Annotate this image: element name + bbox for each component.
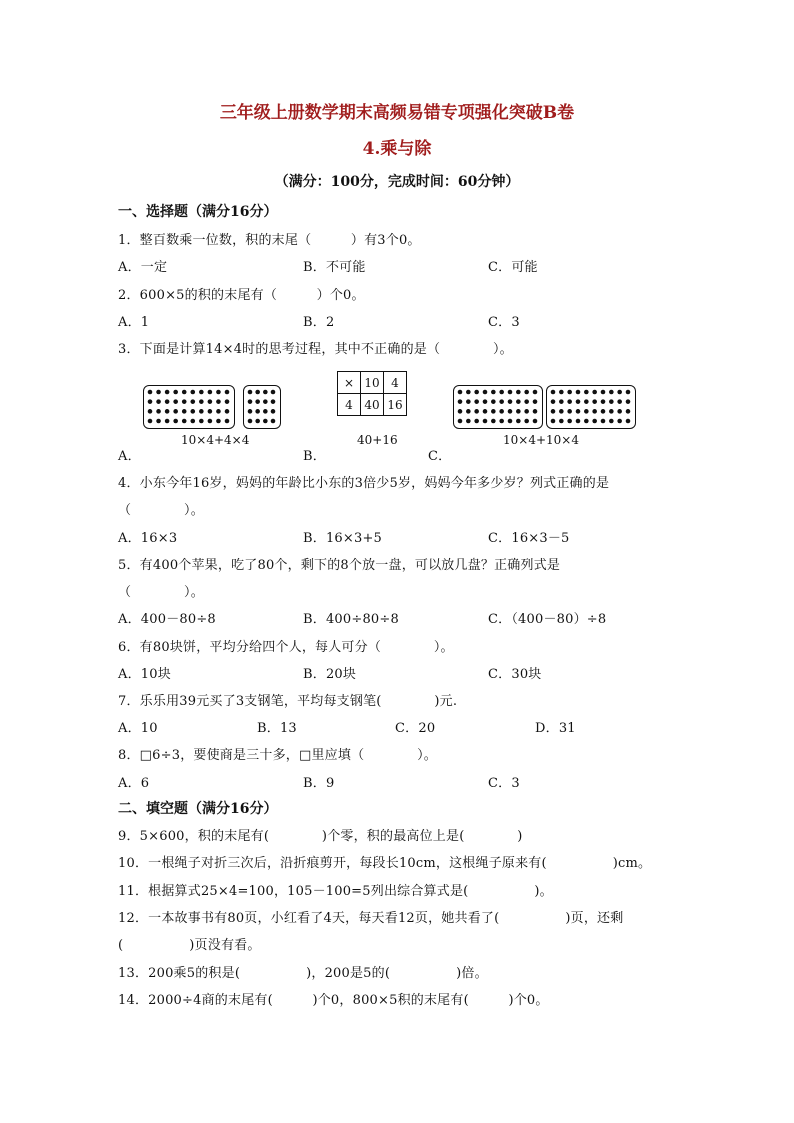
dot [617,419,622,424]
dot [491,409,496,414]
dot [601,419,606,424]
dot [559,409,564,414]
dot [190,409,195,414]
dot [225,419,230,424]
dot [559,390,564,395]
dot-array-4x4 [243,385,281,429]
dot [559,419,564,424]
figure-c-caption: 10×4+10×4 [503,433,579,447]
dot [609,419,614,424]
dot [148,399,153,404]
dot [508,399,513,404]
q2-option-a[interactable]: A．1 [118,315,150,330]
question-7-stem: 7．乐乐用39元买了3支钢笔，平均每支钢笔( )元. [118,694,458,709]
q4-option-c[interactable]: C．16×3－5 [488,531,570,546]
q7-option-a[interactable]: A．10 [118,721,158,736]
q7-option-c[interactable]: C．20 [395,721,436,736]
dot [182,390,187,395]
dot [199,409,204,414]
dot [559,399,564,404]
dot [182,409,187,414]
dot [516,390,521,395]
dot [255,419,260,424]
multiplication-grid [337,371,407,416]
question-2-stem: 2．600×5的积的末尾有（ ）个0。 [118,288,365,303]
dot [567,390,572,395]
dot [609,399,614,404]
q1-option-b[interactable]: B．不可能 [303,260,366,275]
dot [617,409,622,414]
q1-option-a[interactable]: A．一定 [118,260,168,275]
dot [592,390,597,395]
dot [499,399,504,404]
q4-option-a[interactable]: A．16×3 [118,531,178,546]
dot [592,409,597,414]
dot [458,409,463,414]
dot [491,399,496,404]
dot [271,390,276,395]
dot [491,419,496,424]
dot [626,409,631,414]
dot [601,409,606,414]
q8-option-b[interactable]: B．9 [303,776,335,791]
q8-option-a[interactable]: A．6 [118,776,150,791]
page-subtitle: 4.乘与除 [362,139,432,159]
dot [483,409,488,414]
q6-option-a[interactable]: A．10块 [118,667,171,682]
dot [216,409,221,414]
dot [516,399,521,404]
dot [508,419,513,424]
dot [248,409,253,414]
q1-option-c[interactable]: C．可能 [488,260,538,275]
dot [524,409,529,414]
dot [551,399,556,404]
dot [148,419,153,424]
dot [483,399,488,404]
dot [601,390,606,395]
dot [225,399,230,404]
dot [533,390,538,395]
dot [524,419,529,424]
dot [165,419,170,424]
dot [173,409,178,414]
dot [576,390,581,395]
q3-option-c[interactable]: C． [428,449,452,464]
dot [551,390,556,395]
dot [491,390,496,395]
dot [173,390,178,395]
dot [466,409,471,414]
dot [190,399,195,404]
dot [474,399,479,404]
dot [499,409,504,414]
grid-cell: 4 [384,372,407,394]
dot [483,390,488,395]
score-info: （满分：100分，完成时间：60分钟） [274,174,520,190]
grid-cell: 10 [361,372,384,394]
dot [255,390,260,395]
question-3-stem: 3．下面是计算14×4时的思考过程，其中不正确的是（ ）。 [118,342,513,357]
dot [592,399,597,404]
dot [626,419,631,424]
dot [156,409,161,414]
question-8-stem: 8．□6÷3，要使商是三十多，□里应填（ ）。 [118,748,437,763]
grid-cell: 16 [384,394,407,416]
figure-a-caption: 10×4+4×4 [181,433,250,447]
dot [173,399,178,404]
dot [165,399,170,404]
dot [499,419,504,424]
dot [156,419,161,424]
dot [225,390,230,395]
dot [567,399,572,404]
dot [551,409,556,414]
grid-cell: 4 [338,394,361,416]
dot [208,399,213,404]
q2-option-b[interactable]: B．2 [303,315,335,330]
q7-option-d[interactable]: D．31 [535,721,576,736]
dot [263,390,268,395]
q8-option-c[interactable]: C．3 [488,776,520,791]
question-4-stem-cont: （ ）。 [118,503,204,518]
q6-option-c[interactable]: C．30块 [488,667,542,682]
dot-array-10x4-a [143,385,235,429]
dot [617,399,622,404]
dot [567,409,572,414]
question-5-stem: 5．有400个苹果，吃了80个，剩下的8个放一盘，可以放几盘？正确列式是 [118,558,561,573]
q5-option-a[interactable]: A．400－80÷8 [118,612,216,627]
dot [584,419,589,424]
q2-option-c[interactable]: C．3 [488,315,520,330]
dot [483,419,488,424]
dot [271,419,276,424]
dot [148,390,153,395]
question-9: 9．5×600，积的末尾有( )个零，积的最高位上是( ) [118,829,523,844]
dot [199,390,204,395]
dot [584,390,589,395]
dot [576,409,581,414]
dot [182,419,187,424]
question-5-stem-cont: （ ）。 [118,585,204,600]
dot [499,390,504,395]
dot [458,419,463,424]
dot [584,409,589,414]
dot-array-10x4-c2 [546,385,636,429]
dot [508,409,513,414]
question-12-cont: ( )页没有看。 [118,938,261,953]
dot [225,409,230,414]
dot-array-10x4-c1 [453,385,543,429]
dot [626,390,631,395]
dot [173,419,178,424]
q5-option-c[interactable]: C．（400－80）÷8 [488,612,607,627]
q3-option-b[interactable]: B． [303,449,326,464]
dot [524,390,529,395]
dot [524,399,529,404]
dot [190,419,195,424]
q5-option-b[interactable]: B．400÷80÷8 [303,612,399,627]
dot [516,409,521,414]
question-11: 11．根据算式25×4=100，105－100=5列出综合算式是( )。 [118,884,553,899]
question-12: 12．一本故事书有80页，小红看了4天，每天看12页，她共看了( )页，还剩 [118,911,624,926]
dots-10x4-c2 [547,386,634,427]
grid-cell: × [338,372,361,394]
dot [216,390,221,395]
dot [156,399,161,404]
dot [165,390,170,395]
dot [271,409,276,414]
dot [248,419,253,424]
dot [466,390,471,395]
dot [199,399,204,404]
dot [609,390,614,395]
dot [216,399,221,404]
dot [592,419,597,424]
dots-4x4 [244,386,279,427]
question-6-stem: 6．有80块饼，平均分给四个人，每人可分（ ）。 [118,640,454,655]
dot [626,399,631,404]
dot [208,419,213,424]
dot [576,419,581,424]
dot [263,409,268,414]
dot [208,409,213,414]
dot [474,419,479,424]
question-14: 14．2000÷4商的末尾有( )个0，800×5积的末尾有( )个0。 [118,993,549,1008]
dot [617,390,622,395]
dot [156,390,161,395]
q4-option-b[interactable]: B．16×3+5 [303,531,383,546]
dot [263,399,268,404]
dot [182,399,187,404]
dot [190,390,195,395]
dot [458,399,463,404]
dot [567,419,572,424]
dot [601,399,606,404]
dot [609,409,614,414]
dot [474,409,479,414]
dot [466,419,471,424]
dot [255,399,260,404]
dot [458,390,463,395]
question-10: 10．一根绳子对折三次后，沿折痕剪开，每段长10cm，这根绳子原来有( )cm。 [118,856,652,871]
dot [584,399,589,404]
dot [199,419,204,424]
figure-b-caption: 40+16 [357,433,398,447]
dot [474,390,479,395]
grid-cell: 40 [361,394,384,416]
dot [508,390,513,395]
dot [208,390,213,395]
section-heading-choice: 一、选择题（满分16分） [118,204,278,220]
q7-option-b[interactable]: B．13 [257,721,297,736]
dot [165,409,170,414]
question-4-stem: 4．小东今年16岁，妈妈的年龄比小东的3倍少5岁，妈妈今年多少岁？列式正确的是 [118,476,610,491]
dot [271,399,276,404]
dot [533,399,538,404]
dot [263,419,268,424]
dot [516,419,521,424]
dot [533,419,538,424]
dot [248,399,253,404]
dot [248,390,253,395]
q6-option-b[interactable]: B．20块 [303,667,357,682]
page-title: 三年级上册数学期末高频易错专项强化突破B卷 [219,103,575,123]
q3-option-a[interactable]: A． [118,449,141,464]
question-1-stem: 1．整百数乘一位数，积的末尾（ ）有3个0。 [118,233,421,248]
dots-10x4-c1 [454,386,541,427]
section-heading-fill: 二、填空题（满分16分） [118,801,278,817]
dot [255,409,260,414]
dot [576,399,581,404]
dot [148,409,153,414]
dot [466,399,471,404]
dots-10x4-a [144,386,233,427]
dot [551,419,556,424]
dot [533,409,538,414]
question-13: 13．200乘5的积是( )，200是5的( )倍。 [118,966,488,981]
dot [216,419,221,424]
